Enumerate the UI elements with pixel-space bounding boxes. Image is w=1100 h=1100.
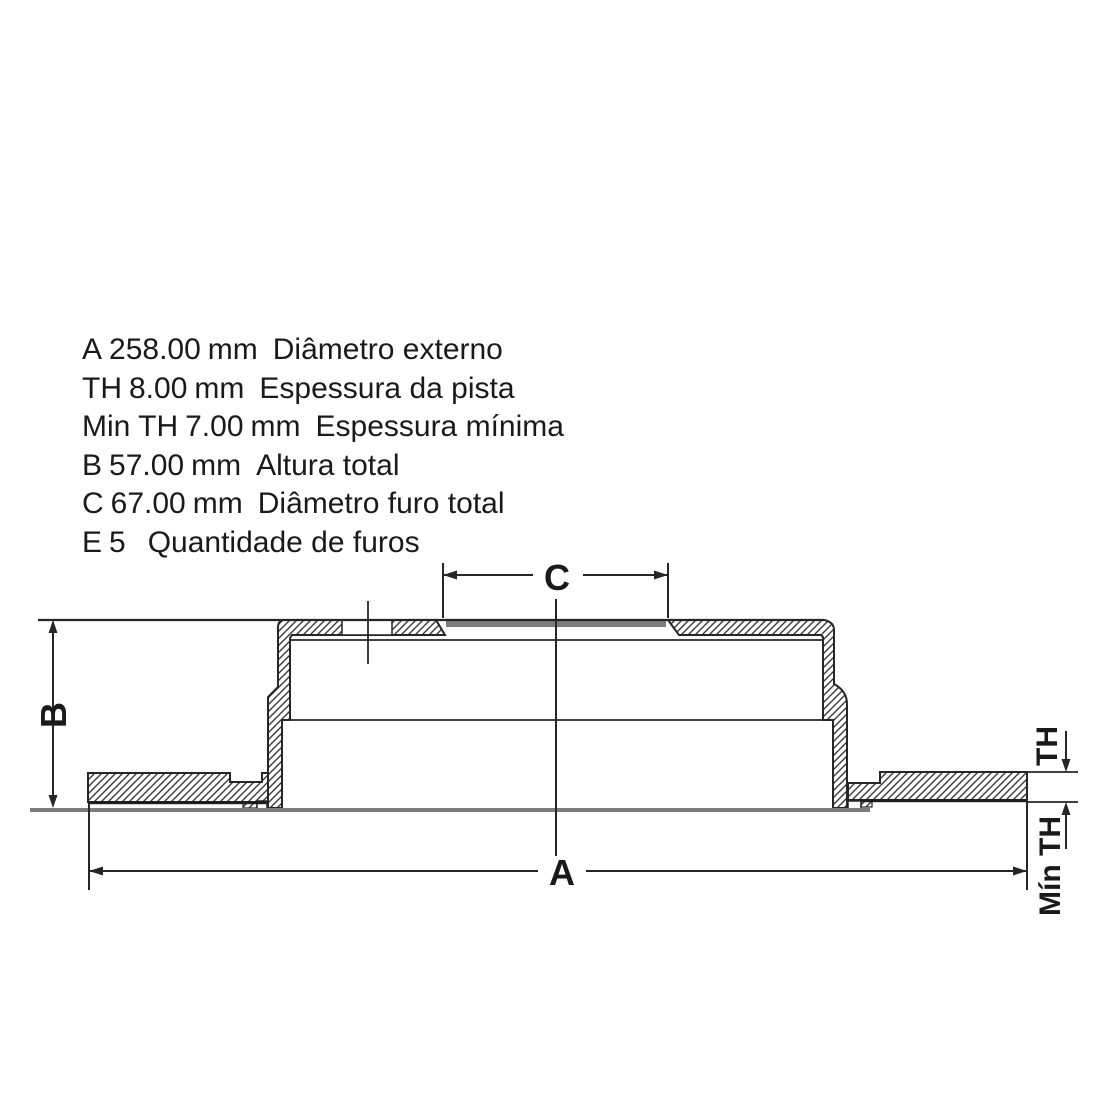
dim-c-arrow-right	[654, 571, 668, 580]
spec-code: C	[82, 487, 104, 521]
hat-section-right	[668, 620, 847, 808]
spec-code: Min TH	[82, 410, 179, 444]
friction-surface-left	[88, 801, 268, 804]
dim-b-arrow-down	[49, 795, 58, 808]
spec-value: 67.00	[110, 487, 186, 521]
dim-minth-label: Mín TH	[1034, 816, 1067, 916]
dim-b-arrow-up	[49, 620, 58, 633]
dim-a-label: A	[549, 852, 575, 893]
spec-value: 5	[109, 525, 126, 559]
spec-unit: mm	[192, 487, 243, 521]
spec-label: Quantidade de furos	[147, 525, 420, 559]
dim-c-label: C	[544, 557, 570, 598]
friction-ring-right	[848, 772, 1027, 800]
foot-notch-right	[848, 801, 861, 808]
dim-a-arrow-right	[1013, 867, 1027, 876]
spec-code: B	[82, 448, 103, 482]
spec-label: Espessura mínima	[315, 410, 564, 444]
spec-value: 258.00	[109, 333, 201, 366]
dim-th-label: TH	[1031, 726, 1064, 766]
spec-value: 8.00	[129, 371, 188, 405]
spec-value: 57.00	[109, 448, 185, 482]
dim-c-arrow-left	[443, 571, 457, 580]
spec-label: Espessura da pista	[259, 371, 515, 405]
spec-unit: mm	[194, 371, 245, 405]
spec-label: Diâmetro furo total	[257, 487, 505, 521]
spec-value: 7.00	[185, 410, 244, 444]
spec-code: A	[82, 333, 103, 366]
friction-surface-right	[861, 799, 1027, 802]
spec-label: Diâmetro externo	[272, 333, 503, 366]
dim-minth-arrow-up	[1062, 802, 1071, 815]
bolt-hole	[342, 620, 392, 635]
spec-unit: mm	[250, 410, 301, 444]
dim-a-arrow-left	[89, 867, 103, 876]
spec-label: Altura total	[256, 448, 400, 482]
dim-b-label: B	[33, 702, 74, 728]
hat-section-left	[268, 620, 445, 808]
friction-ring-left	[88, 773, 268, 802]
spec-code: E	[82, 525, 103, 559]
spec-unit: mm	[191, 448, 242, 482]
bottom-datum-line	[30, 808, 870, 812]
spec-unit: mm	[207, 333, 258, 366]
spec-code: TH	[82, 371, 122, 405]
